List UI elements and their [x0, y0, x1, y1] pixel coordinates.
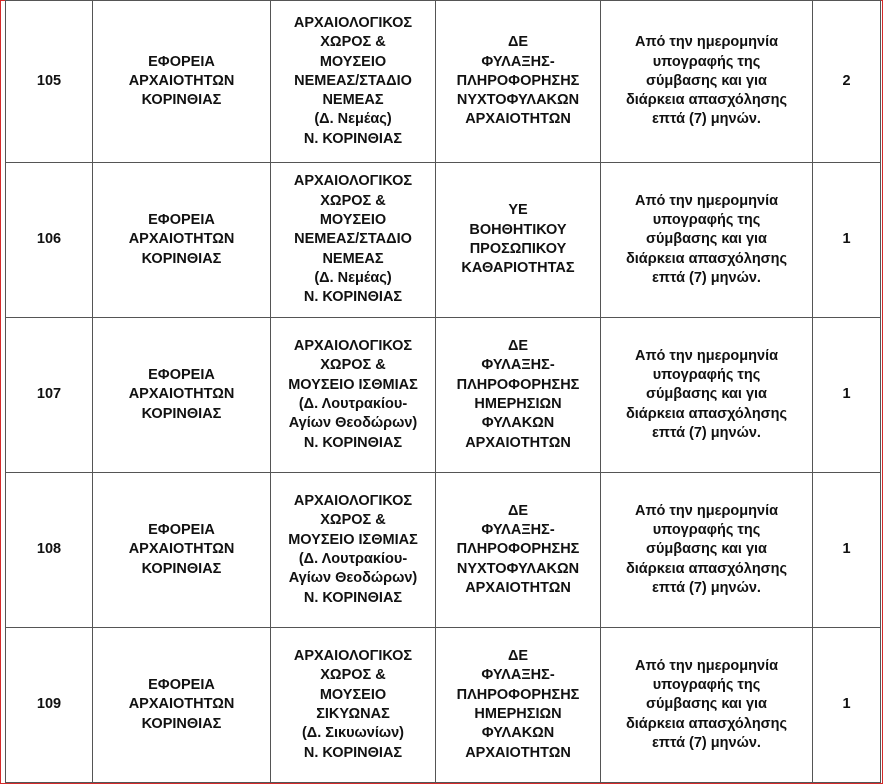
role-cell-line: ΦΥΛΑΞΗΣ-	[481, 357, 555, 374]
role-cell-line: ΠΛΗΡΟΦΟΡΗΣΗΣ	[456, 686, 580, 703]
row-number: 109	[6, 628, 93, 783]
site-cell-line: Αγίων Θεοδώρων)	[288, 415, 418, 432]
site-cell-line: ΑΡΧΑΙΟΛΟΓΙΚΟΣ	[293, 173, 413, 190]
role-cell	[436, 1, 601, 163]
role-cell-line: ΠΡΟΣΩΠΙΚΟΥ	[469, 241, 567, 257]
agency-cell-line: ΚΟΡΙΝΘΙΑΣ	[141, 560, 222, 577]
role-cell-line: ΑΡΧΑΙΟΤΗΤΩΝ	[465, 579, 571, 596]
agency-cell	[93, 318, 271, 473]
role-cell-line: ΗΜΕΡΗΣΙΩΝ	[474, 396, 562, 412]
agency-cell-line: ΑΡΧΑΙΟΤΗΤΩΝ	[128, 386, 235, 403]
positions-table	[5, 0, 881, 783]
role-cell-line: ΔΕ	[507, 648, 529, 665]
table-row	[6, 318, 881, 473]
agency-cell-line: ΚΟΡΙΝΘΙΑΣ	[141, 250, 222, 267]
role-cell-line: ΦΥΛΑΞΗΣ-	[481, 667, 555, 684]
duration-cell-line: διάρκεια απασχόλησης	[625, 250, 787, 267]
site-cell-line: ΧΩΡΟΣ &	[320, 667, 386, 684]
site-cell-line: (Δ. Λουτρακίου-	[298, 551, 408, 567]
site-cell-line: ΧΩΡΟΣ &	[320, 34, 386, 51]
site-cell-line: ΑΡΧΑΙΟΛΟΓΙΚΟΣ	[293, 648, 413, 665]
role-cell-line: ΥΕ	[508, 202, 528, 219]
site-cell-line: ΜΟΥΣΕΙΟ	[319, 53, 387, 70]
duration-cell-line: διάρκεια απασχόλησης	[625, 715, 787, 732]
agency-cell-line: ΚΟΡΙΝΘΙΑΣ	[141, 715, 222, 732]
duration-cell	[601, 318, 813, 473]
table-row	[6, 163, 881, 318]
role-cell-line: ΔΕ	[507, 502, 529, 519]
duration-cell	[601, 1, 813, 163]
role-cell-line: ΦΥΛΑΞΗΣ-	[481, 53, 555, 70]
duration-cell-line: επτά (7) μηνών.	[652, 269, 761, 286]
site-cell-line: Ν. ΚΟΡΙΝΘΙΑΣ	[303, 434, 403, 451]
duration-cell-line: σύμβασης και για	[646, 696, 767, 713]
role-cell-line: ΦΥΛΑΚΩΝ	[481, 415, 555, 432]
site-cell-line: (Δ. Νεμέας)	[314, 111, 392, 128]
agency-cell-line: ΑΡΧΑΙΟΤΗΤΩΝ	[128, 696, 235, 713]
agency-cell	[93, 628, 271, 783]
agency-cell-line: ΑΡΧΑΙΟΤΗΤΩΝ	[128, 231, 235, 248]
site-cell-line: ΜΟΥΣΕΙΟ ΙΣΘΜΙΑΣ	[288, 376, 418, 393]
count-cell: 1	[813, 318, 881, 473]
count-cell: 2	[813, 1, 881, 163]
site-cell-line: Ν. ΚΟΡΙΝΘΙΑΣ	[303, 744, 403, 761]
duration-cell-line: σύμβασης και για	[646, 231, 767, 248]
site-cell-line: ΝΕΜΕΑΣ	[322, 92, 384, 109]
site-cell-line: ΝΕΜΕΑΣ	[322, 250, 384, 267]
duration-cell-line: επτά (7) μηνών.	[652, 734, 761, 751]
site-cell-line: ΜΟΥΣΕΙΟ	[319, 212, 387, 229]
site-cell	[271, 163, 436, 318]
duration-cell-line: Από την ημερομηνία	[634, 192, 779, 209]
duration-cell-line: διάρκεια απασχόλησης	[625, 560, 787, 577]
role-cell-line: ΔΕ	[507, 34, 529, 51]
site-cell-line: Ν. ΚΟΡΙΝΘΙΑΣ	[303, 130, 403, 147]
duration-cell-line: Από την ημερομηνία	[634, 502, 779, 519]
duration-cell-line: επτά (7) μηνών.	[652, 579, 761, 596]
duration-cell-line: σύμβασης και για	[646, 541, 767, 558]
role-cell	[436, 318, 601, 473]
duration-cell-line: υπογραφής της	[652, 212, 761, 229]
site-cell	[271, 318, 436, 473]
duration-cell-line: σύμβασης και για	[646, 386, 767, 403]
duration-cell-line: Από την ημερομηνία	[634, 657, 779, 674]
agency-cell-line: ΕΦΟΡΕΙΑ	[148, 53, 215, 70]
duration-cell-line: σύμβασης και για	[646, 72, 767, 89]
agency-cell-line: ΚΟΡΙΝΘΙΑΣ	[141, 92, 222, 109]
role-cell-line: ΗΜΕΡΗΣΙΩΝ	[474, 706, 562, 722]
role-cell	[436, 473, 601, 628]
duration-cell-line: διάρκεια απασχόλησης	[625, 405, 787, 422]
count-cell: 1	[813, 628, 881, 783]
site-cell-line: ΜΟΥΣΕΙΟ ΙΣΘΜΙΑΣ	[288, 531, 418, 548]
role-cell-line: ΑΡΧΑΙΟΤΗΤΩΝ	[465, 434, 571, 451]
site-cell-line: ΑΡΧΑΙΟΛΟΓΙΚΟΣ	[293, 14, 413, 31]
role-cell-line: ΝΥΧΤΟΦΥΛΑΚΩΝ	[456, 560, 580, 577]
site-cell-line: ΧΩΡΟΣ &	[320, 192, 386, 209]
role-cell-line: ΠΛΗΡΟΦΟΡΗΣΗΣ	[456, 376, 580, 393]
row-number: 107	[6, 318, 93, 473]
duration-cell	[601, 163, 813, 318]
role-cell-line: ΦΥΛΑΚΩΝ	[481, 725, 555, 742]
site-cell-line: ΑΡΧΑΙΟΛΟΓΙΚΟΣ	[293, 493, 413, 510]
agency-cell-line: ΕΦΟΡΕΙΑ	[148, 212, 215, 229]
role-cell-line: ΒΟΗΘΗΤΙΚΟΥ	[469, 221, 567, 238]
role-cell-line: ΠΛΗΡΟΦΟΡΗΣΗΣ	[456, 72, 580, 89]
agency-cell-line: ΑΡΧΑΙΟΤΗΤΩΝ	[128, 541, 235, 558]
role-cell-line: ΚΑΘΑΡΙΟΤΗΤΑΣ	[461, 260, 575, 277]
site-cell-line: ΑΡΧΑΙΟΛΟΓΙΚΟΣ	[293, 338, 413, 355]
site-cell-line: ΝΕΜΕΑΣ/ΣΤΑΔΙΟ	[294, 72, 412, 89]
count-cell: 1	[813, 473, 881, 628]
site-cell	[271, 473, 436, 628]
role-cell	[436, 163, 601, 318]
site-cell-line: (Δ. Λουτρακίου-	[298, 396, 408, 412]
table-row	[6, 628, 881, 783]
duration-cell-line: υπογραφής της	[652, 367, 761, 384]
duration-cell-line: Από την ημερομηνία	[634, 34, 779, 51]
site-cell-line: Αγίων Θεοδώρων)	[288, 570, 418, 587]
row-number: 105	[6, 1, 93, 163]
site-cell	[271, 628, 436, 783]
row-number: 106	[6, 163, 93, 318]
duration-cell-line: υπογραφής της	[652, 53, 761, 70]
duration-cell-line: υπογραφής της	[652, 522, 761, 539]
duration-cell-line: υπογραφής της	[652, 677, 761, 694]
agency-cell-line: ΕΦΟΡΕΙΑ	[148, 677, 215, 694]
site-cell-line: (Δ. Σικυωνίων)	[301, 725, 405, 742]
site-cell-line: (Δ. Νεμέας)	[314, 269, 392, 286]
site-cell-line: ΧΩΡΟΣ &	[320, 512, 386, 529]
site-cell	[271, 1, 436, 163]
site-cell-line: ΜΟΥΣΕΙΟ	[319, 686, 387, 703]
role-cell	[436, 628, 601, 783]
site-cell-line: Ν. ΚΟΡΙΝΘΙΑΣ	[303, 289, 403, 306]
site-cell-line: ΣΙΚΥΩΝΑΣ	[316, 706, 390, 722]
agency-cell	[93, 1, 271, 163]
duration-cell-line: διάρκεια απασχόλησης	[625, 92, 787, 109]
agency-cell	[93, 163, 271, 318]
role-cell-line: ΑΡΧΑΙΟΤΗΤΩΝ	[465, 111, 571, 128]
table-row	[6, 473, 881, 628]
table-row	[6, 1, 881, 163]
site-cell-line: Ν. ΚΟΡΙΝΘΙΑΣ	[303, 589, 403, 606]
role-cell-line: ΝΥΧΤΟΦΥΛΑΚΩΝ	[456, 92, 580, 109]
agency-cell	[93, 473, 271, 628]
agency-cell-line: ΕΦΟΡΕΙΑ	[148, 522, 215, 539]
duration-cell-line: επτά (7) μηνών.	[652, 424, 761, 441]
row-number: 108	[6, 473, 93, 628]
site-cell-line: ΧΩΡΟΣ &	[320, 357, 386, 374]
role-cell-line: ΑΡΧΑΙΟΤΗΤΩΝ	[465, 744, 571, 761]
site-cell-line: ΝΕΜΕΑΣ/ΣΤΑΔΙΟ	[294, 231, 412, 248]
agency-cell-line: ΚΟΡΙΝΘΙΑΣ	[141, 405, 222, 422]
duration-cell-line: Από την ημερομηνία	[634, 347, 779, 364]
duration-cell	[601, 628, 813, 783]
duration-cell-line: επτά (7) μηνών.	[652, 111, 761, 128]
count-cell: 1	[813, 163, 881, 318]
agency-cell-line: ΑΡΧΑΙΟΤΗΤΩΝ	[128, 72, 235, 89]
role-cell-line: ΦΥΛΑΞΗΣ-	[481, 522, 555, 539]
duration-cell	[601, 473, 813, 628]
role-cell-line: ΔΕ	[507, 338, 529, 355]
role-cell-line: ΠΛΗΡΟΦΟΡΗΣΗΣ	[456, 541, 580, 558]
agency-cell-line: ΕΦΟΡΕΙΑ	[148, 367, 215, 384]
